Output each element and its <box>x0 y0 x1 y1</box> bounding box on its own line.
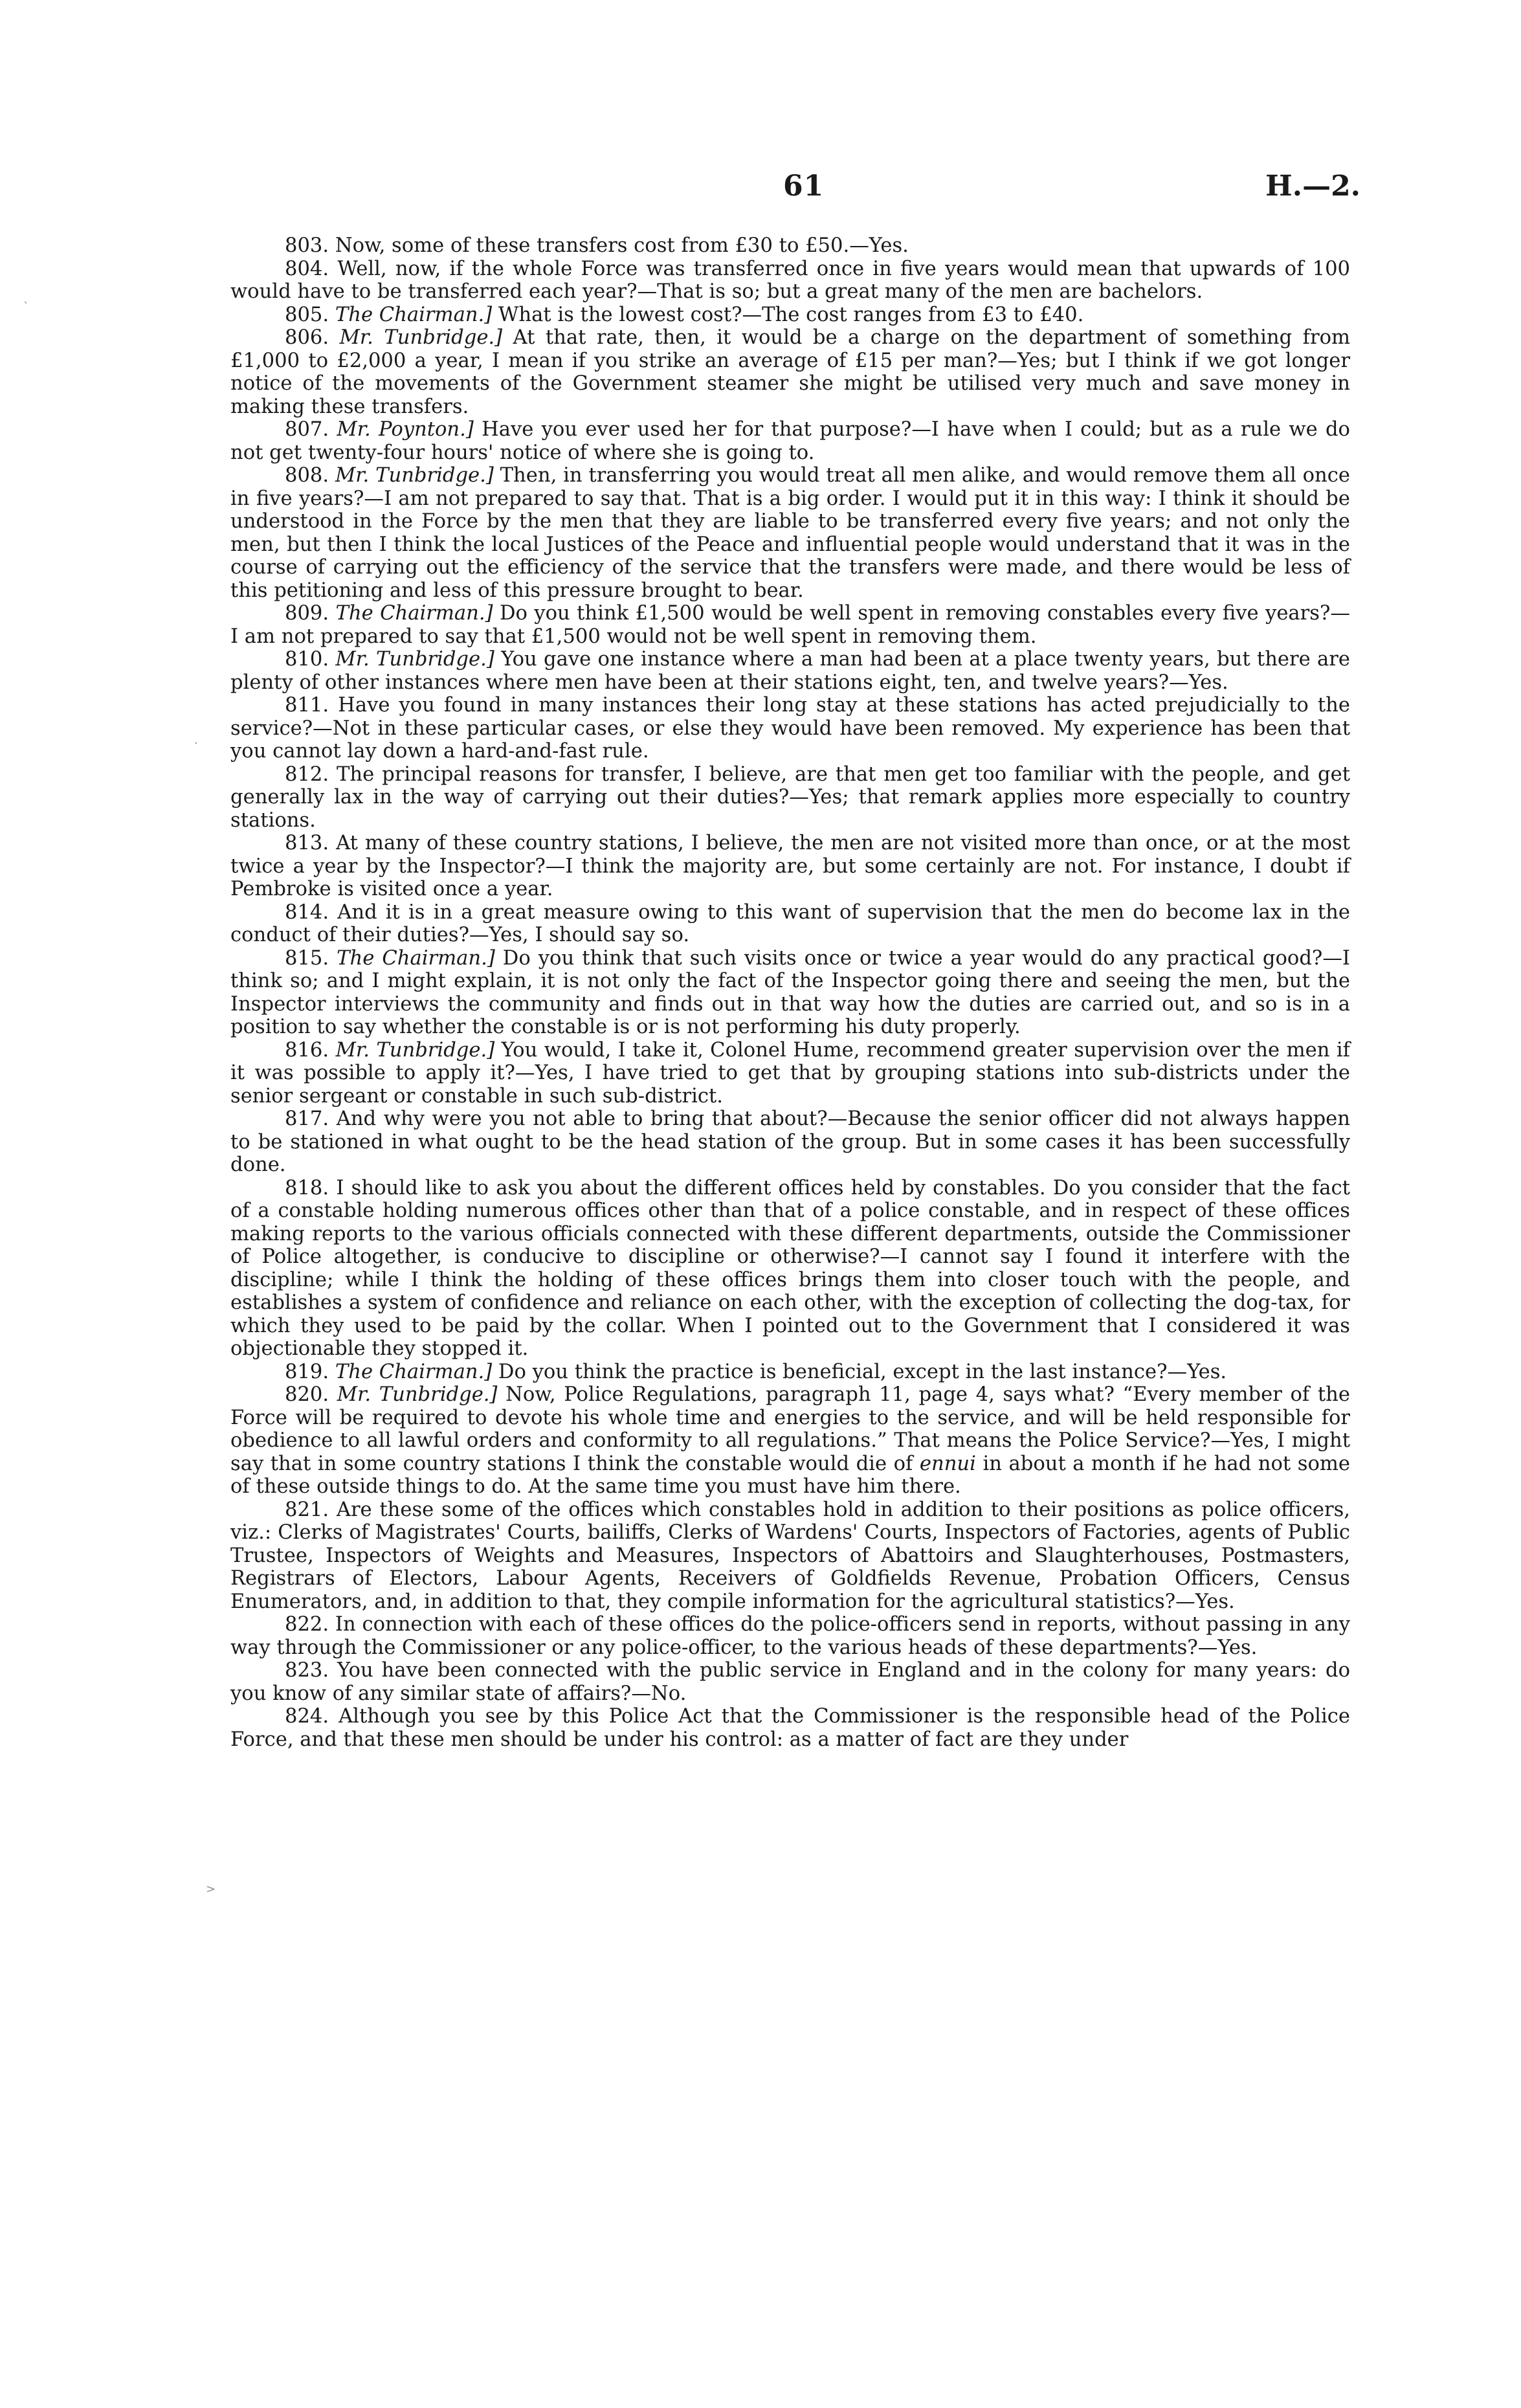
question-817 <box>230 1108 1350 1177</box>
question-810 <box>230 648 1350 694</box>
question-text: At that rate, then, it would be a charge on the department of something from £1,000 to £2,000 a year, I mean if you strike an average of £15 per man?—Yes; but I think if we got longer notice of the movements of the Government steamer she might be utilised very much and save money in making these transfers. <box>230 326 1350 418</box>
question-text: Are these some of the offices which constables hold in addition to their positions as police officers, viz.: Clerks of Magistrates' Courts, bailiffs, Clerks of Wardens' Courts, Inspectors of Factories, agents of Public Trustee, Inspectors of Weights and Measures, Inspectors of Abattoirs and Slaughterhouses, Postmasters, Registrars of Electors, Labour Agents, Receivers of Goldfields Revenue, Probation Officers, Census Enumerators, and, in addition to that, they compile information for the agricultural statistics?—Yes. <box>230 1498 1350 1613</box>
question-822 <box>230 1613 1350 1659</box>
question-text: You gave one instance where a man had been at a place twenty years, but there are plenty of other instances where men have been at their stations eight, ten, and twelve years?—Yes. <box>230 648 1350 694</box>
question-821 <box>230 1499 1350 1614</box>
question-text: Have you ever used her for that purpose?—I have when I could; but as a rule we do not get twenty-four hours' notice of where she is going to. <box>230 418 1350 464</box>
question-816 <box>230 1039 1350 1108</box>
question-809 <box>230 602 1350 648</box>
question-text: And it is in a great measure owing to this want of supervision that the men do become lax in the conduct of their duties?—Yes, I should say so. <box>230 900 1350 946</box>
question-text: Now, some of these transfers cost from £30 to £50.—Yes. <box>335 234 909 257</box>
speaker-name: Mr. Tunbridge.] <box>335 1038 495 1062</box>
question-text: You have been connected with the public service in England and in the colony for many years: do you know of any similar state of affairs?—No. <box>230 1659 1350 1705</box>
question-number: 805. <box>285 303 329 326</box>
speaker-name: Mr. Tunbridge.] <box>339 326 503 349</box>
question-text: At many of these country stations, I believe, the men are not visited more than once, or at the most twice a year by the Inspector?—I think the majority are, but some certainly are not. For instance, I doubt if Pembroke is visited once a year. <box>230 832 1350 900</box>
margin-mark: ` <box>23 300 29 314</box>
question-number: 810. <box>285 648 329 671</box>
question-813 <box>230 832 1350 901</box>
question-number: 813. <box>285 832 329 854</box>
speaker-name: Mr. Tunbridge.] <box>337 1383 498 1406</box>
question-807 <box>230 418 1350 464</box>
question-text: Although you see by this Police Act that the Commissioner is the responsible head of the Police Force, and that these men should be under his control: as a matter of fact are they under <box>230 1705 1350 1751</box>
question-805 <box>230 304 1350 327</box>
page-number: 61 <box>783 170 825 203</box>
question-number: 816. <box>285 1038 329 1062</box>
question-text: Then, in transferring you would treat all men alike, and would remove them all once in five years?—I am not prepared to say that. That is a big order. I would put it in this way: I think it should be understood in the Force by the men that they are liable to be transferred every five years; and not only the men, but then I think the local Justices of the Peace and influential people would understand that it was in the course of carrying out the efficiency of the service that the transfers were made, and there would be less of this petitioning and less of this pressure brought to bear. <box>230 464 1350 602</box>
question-number: 824. <box>285 1705 329 1728</box>
question-number: 821. <box>285 1498 329 1521</box>
question-number: 803. <box>285 234 329 257</box>
minutes-of-evidence <box>230 234 1350 1751</box>
question-text: You would, I take it, Colonel Hume, recommend greater supervision over the men if it was possible to apply it?—Yes, I have tried to get that by grouping stations into sub-districts under the senior sergeant or constable in such sub-district. <box>230 1038 1350 1108</box>
question-text: What is the lowest cost?—The cost ranges from £3 to £40. <box>498 303 1084 326</box>
question-number: 819. <box>285 1360 329 1383</box>
question-number: 815. <box>285 946 329 970</box>
question-824 <box>230 1705 1350 1751</box>
question-number: 823. <box>285 1659 329 1682</box>
question-818 <box>230 1177 1350 1361</box>
question-820 <box>230 1383 1350 1499</box>
speaker-name: Mr. Tunbridge.] <box>335 464 494 487</box>
question-text: I should like to ask you about the different offices held by constables. Do you consider that the fact of a constable holding numerous offices other than that of a police constable, and in respect of these offices making reports to the various officials connected with these different departments, outside the Commissioner of Police altogether, is conducive to discipline or otherwise?—I cannot say I found it interfere with the discipline; while I think the holding of these offices brings them into closer touch with the people, and establishes a system of confidence and reliance on each other, with the exception of collecting the dog-tax, for which they used to be paid by the collar. When I pointed out to the Government that I considered it was objectionable they stopped it. <box>230 1176 1350 1360</box>
question-number: 814. <box>285 900 329 924</box>
question-text: The principal reasons for transfer, I believe, are that men get too familiar with the people, and get generally lax in the way of carrying out their duties?—Yes; that remark applies more especially to country stations. <box>230 763 1350 832</box>
question-number: 818. <box>285 1176 329 1199</box>
emphasized-word: ennui <box>919 1452 976 1475</box>
page-header <box>0 170 1521 208</box>
question-number: 822. <box>285 1613 329 1636</box>
speaker-name: The Chairman.] <box>337 946 495 970</box>
question-number: 804. <box>285 257 329 280</box>
question-number: 812. <box>285 763 329 786</box>
speaker-name: Mr. Tunbridge.] <box>335 648 494 671</box>
question-text: In connection with each of these offices do the police-officers send in reports, without passing in any way through the Commissioner or any police-officer, to the various heads of these departments?—Yes. <box>230 1613 1350 1659</box>
margin-mark: · <box>194 737 198 750</box>
question-823 <box>230 1659 1350 1705</box>
question-text: Have you found in many instances their long stay at these stations has acted prejudicially to the service?—Not in these particular cases, or else they would have been removed. My experience has been that you cannot lay down a hard-and-fast rule. <box>230 694 1350 763</box>
question-text: Do you think £1,500 would be well spent in removing constables every five years?—I am not prepared to say that £1,500 would not be well spent in removing them. <box>230 602 1350 648</box>
question-text-continued: in about a month if he had not some of these outside things to do. At the same time you must have him there. <box>230 1452 1350 1498</box>
question-819 <box>230 1361 1350 1384</box>
speaker-name: The Chairman.] <box>335 602 493 625</box>
speaker-name: The Chairman.] <box>335 303 493 326</box>
speaker-name: Mr. Poynton.] <box>337 418 474 441</box>
question-number: 809. <box>285 602 329 625</box>
document-reference: H.—2. <box>1265 170 1360 203</box>
question-number: 811. <box>285 694 329 717</box>
question-number: 820. <box>285 1383 329 1406</box>
speaker-name: The Chairman.] <box>335 1360 493 1383</box>
question-text: Well, now, if the whole Force was transferred once in five years would mean that upwards of 100 would have to be transferred each year?—That is so; but a great many of the men are bachelors. <box>230 257 1350 303</box>
question-812 <box>230 763 1350 832</box>
margin-mark: > <box>206 1882 216 1896</box>
question-804 <box>230 258 1350 304</box>
question-803 <box>230 234 1350 258</box>
question-806 <box>230 326 1350 418</box>
question-808 <box>230 464 1350 602</box>
question-number: 808. <box>285 464 329 487</box>
question-814 <box>230 901 1350 947</box>
question-text: Do you think the practice is beneficial, except in the last instance?—Yes. <box>498 1360 1227 1383</box>
question-text: Do you think that such visits once or twice a year would do any practical good?—I think so; and I might explain, it is not only the fact of the Inspector going there and seeing the men, but the Inspector interviews the community and finds out in that way how the duties are carried out, and so is in a position to say whether the constable is or is not performing his duty properly. <box>230 946 1350 1038</box>
question-number: 807. <box>285 418 329 441</box>
question-number: 817. <box>285 1108 329 1130</box>
question-text: Now, Police Regulations, paragraph 11, page 4, says what? “Every member of the Force will be required to devote his whole time and energies to the service, and will be held responsible for obedience to all lawful orders and conformity to all regulations.” That means the Police Service?—Yes, I might say that in some country stations I think the constable would die of <box>230 1383 1350 1475</box>
question-number: 806. <box>285 326 329 349</box>
question-815 <box>230 947 1350 1039</box>
question-811 <box>230 694 1350 763</box>
question-text: And why were you not able to bring that about?—Because the senior officer did not always happen to be stationed in what ought to be the head station of the group. But in some cases it has been successfully done. <box>230 1108 1350 1176</box>
